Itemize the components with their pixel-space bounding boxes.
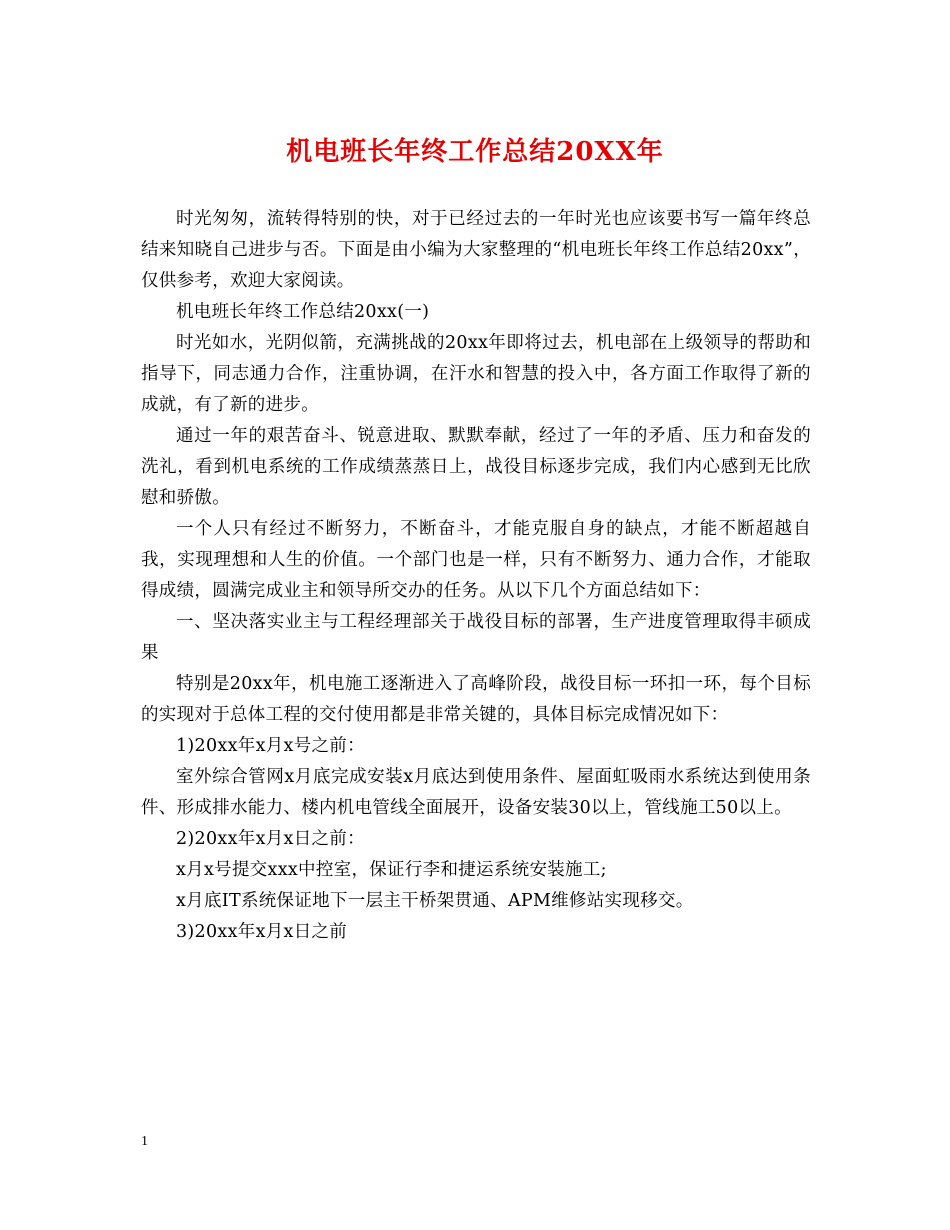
paragraph: x月x号提交xxx中控室，保证行李和捷运系统安装施工; [176,860,607,880]
paragraph: x月底IT系统保证地下一层主干桥架贯通、APM维修站实现移交。 [176,891,694,911]
page-number: 1 [141,1134,148,1149]
paragraph: 室外综合管网x月底完成安装x月底达到使用条件、屋面虹吸雨水系统达到使用条件、形成排水能力、楼内机电管线全面展开，设备安装30以上，管线施工50以上。 [141,767,811,818]
paragraph-intro: 时光匆匆，流转得特别的快，对于已经过去的一年时光也应该要书写一篇年终总结来知晓自己进步与否。下面是由小编为大家整理的“机电班长年终工作总结20xx”，仅供参考，欢迎大家阅读。 [141,209,811,291]
document-title: 机电班长年终工作总结20XX年 [286,137,664,167]
list-item-heading: 2)20xx年x月x日之前： [176,829,365,849]
paragraph: 时光如水，光阴似箭，充满挑战的20xx年即将过去，机电部在上级领导的帮助和指导下，同志通力合作，注重协调，在汗水和智慧的投入中，各方面工作取得了新的成就，有了新的进步。 [141,333,811,415]
list-item-heading: 3)20xx年x月x日之前 [176,922,348,942]
subsection-heading: 一、坚决落实业主与工程经理部关于战役目标的部署，生产进度管理取得丰硕成果 [141,612,811,663]
paragraph: 特别是20xx年，机电施工逐渐进入了高峰阶段，战役目标一环扣一环，每个目标的实现对于总体工程的交付使用都是非常关键的，具体目标完成情况如下： [141,674,811,725]
paragraph: 通过一年的艰苦奋斗、锐意进取、默默奉献，经过了一年的矛盾、压力和奋发的洗礼，看到机电系统的工作成绩蒸蒸日上，战役目标逐步完成，我们内心感到无比欣慰和骄傲。 [141,426,811,508]
list-item-heading: 1)20xx年x月x号之前： [176,736,365,756]
section-heading: 机电班长年终工作总结20xx(一) [176,302,430,322]
document-body [141,204,811,948]
paragraph: 一个人只有经过不断努力，不断奋斗，才能克服自身的缺点，才能不断超越自我，实现理想和人生的价值。一个部门也是一样，只有不断努力、通力合作，才能取得成绩，圆满完成业主和领导所交办的任务。从以下几个方面总结如下： [141,519,811,601]
